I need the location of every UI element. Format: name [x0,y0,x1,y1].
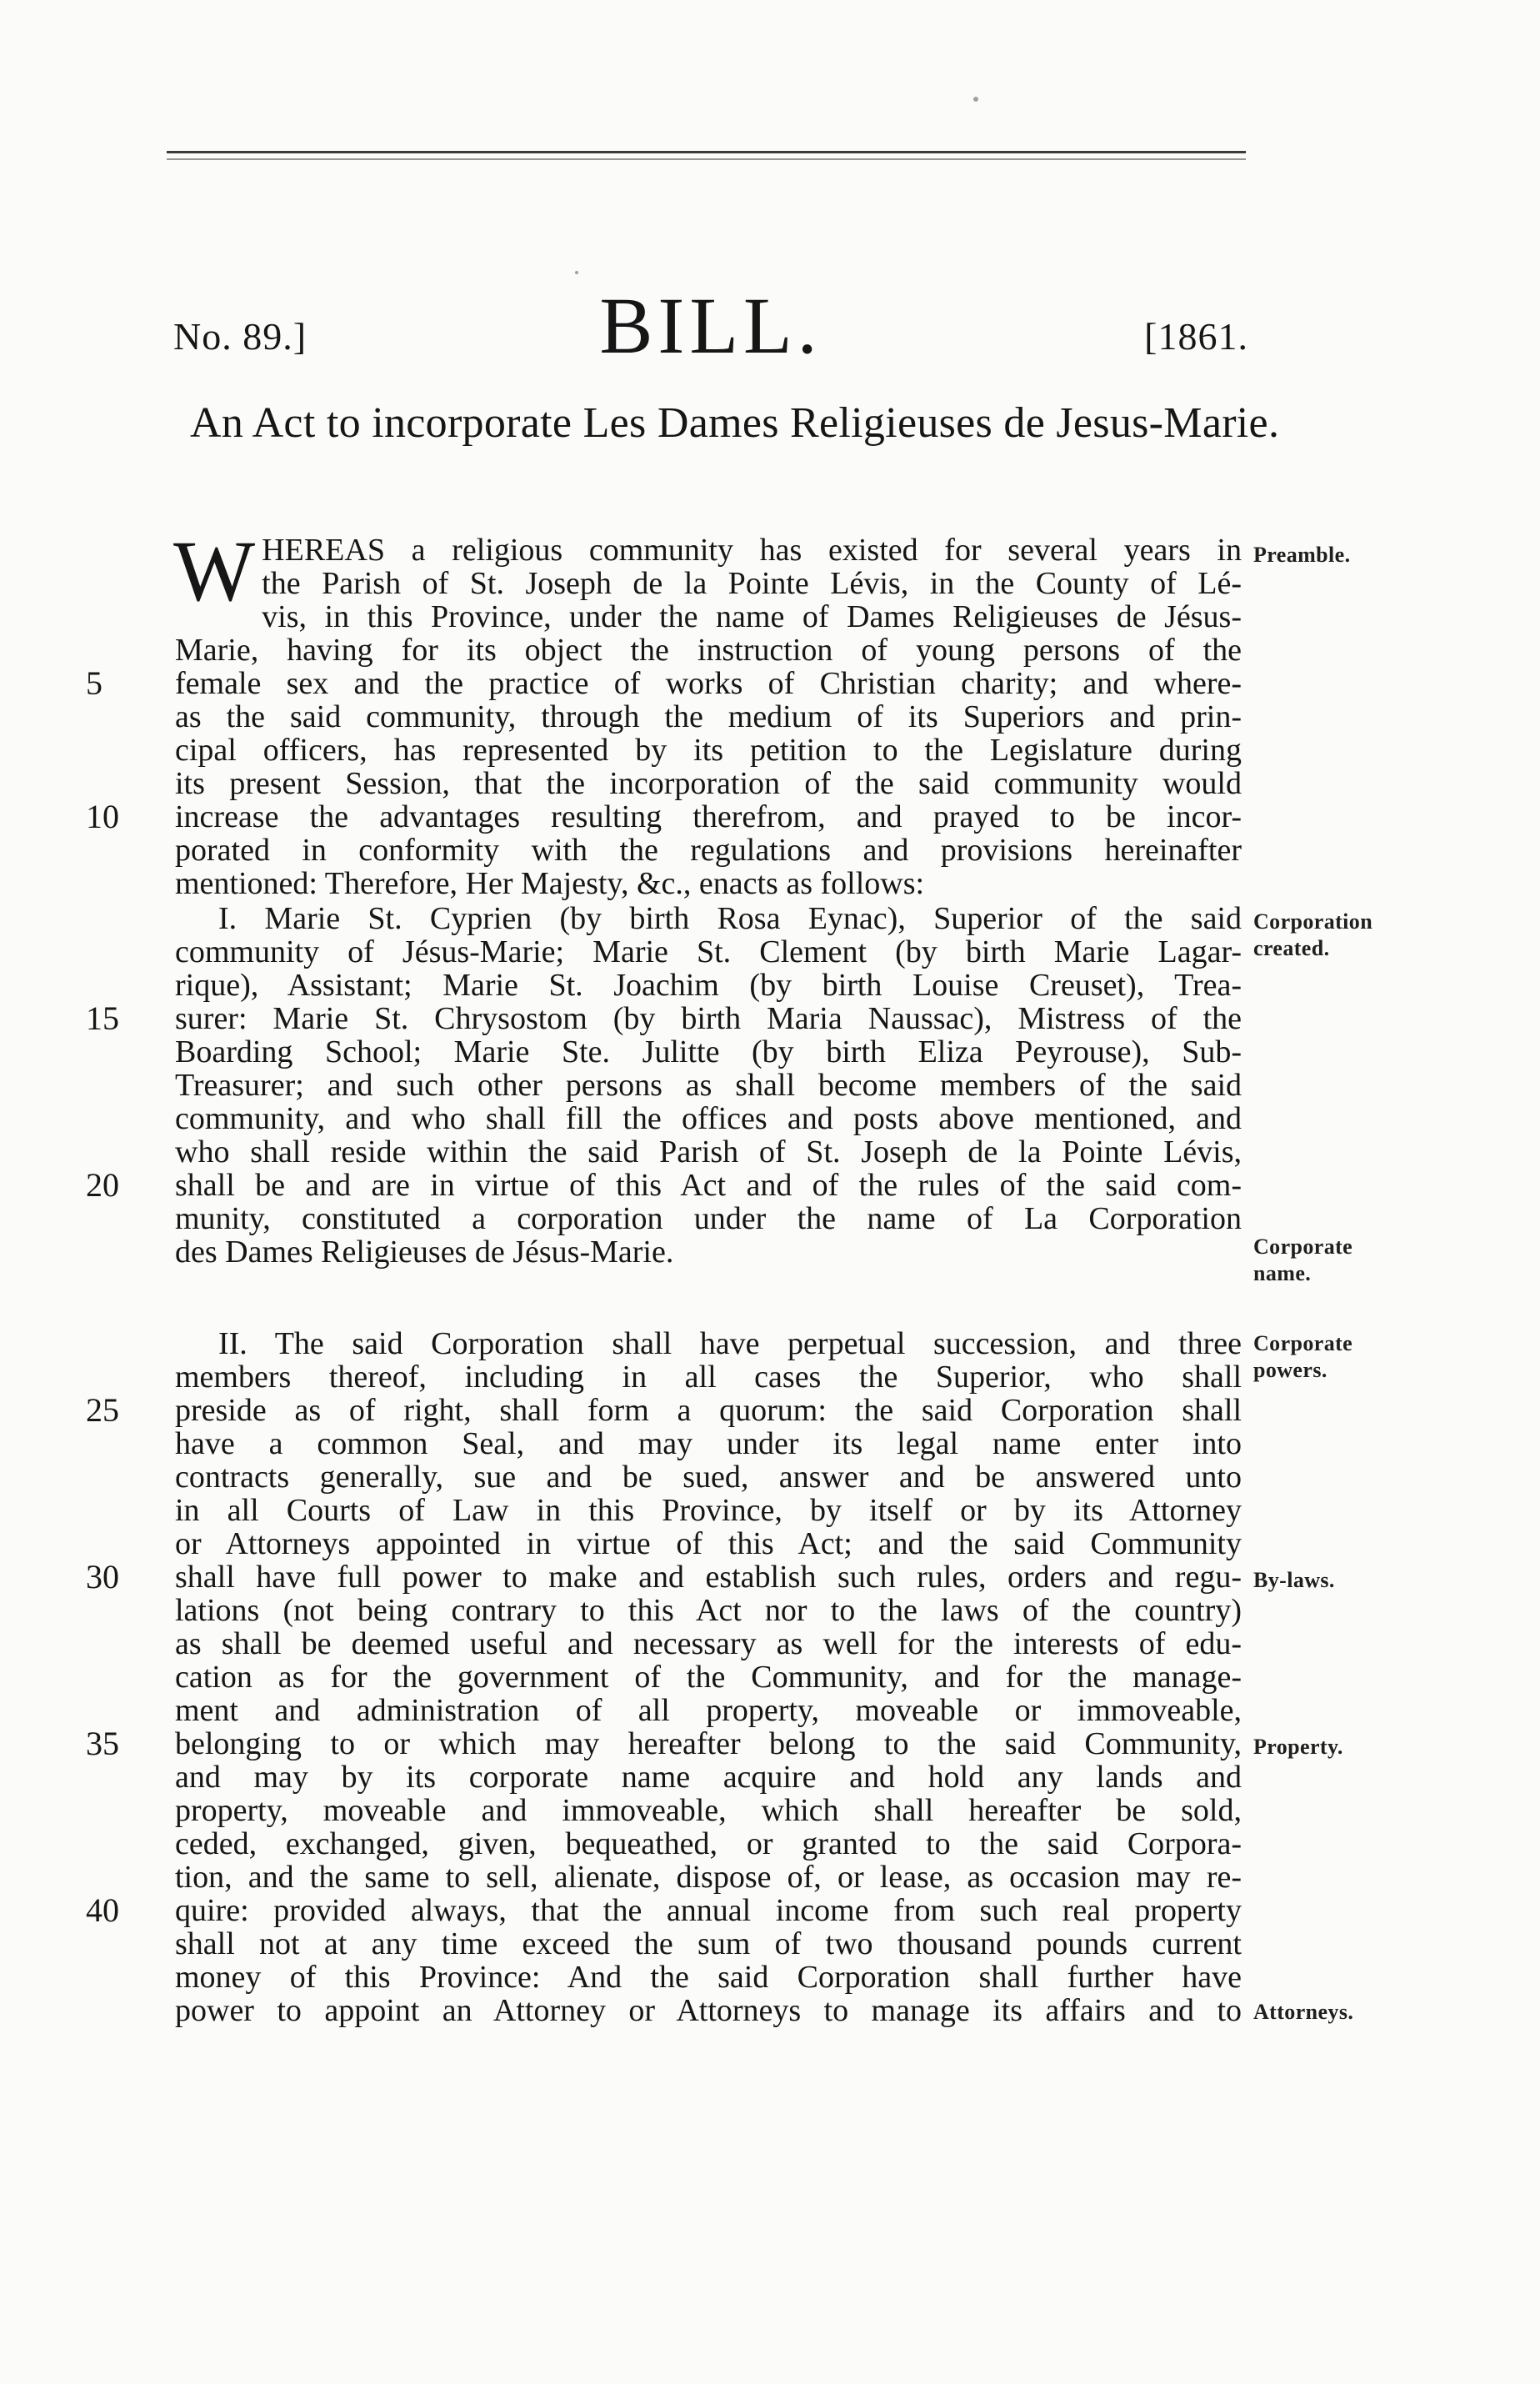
text-line: des Dames Religieuses de Jésus-Marie. [175,1235,674,1269]
margin-note-corporate-powers: Corporate powers. [1253,1331,1353,1382]
text-line: mentioned: Therefore, Her Majesty, &c., enacts as follows: [175,867,925,900]
text-line: increase the advantages resulting therefrom, and prayed to be incor- [175,800,1242,834]
line-number: 15 [86,999,119,1037]
section-2-paragraph [175,1327,1242,2027]
text-line: contracts generally, sue and be sued, answer and be answered unto [175,1460,1242,1494]
text-line: vis, in this Province, under the name of Dames Religieuses de Jésus- [262,600,1242,634]
text-line: or Attorneys appointed in virtue of this Act; and the said Community [175,1527,1242,1560]
text-line: shall have full power to make and establish such rules, orders and regu- [175,1560,1242,1594]
text-line: ceded, exchanged, given, bequeathed, or granted to the said Corpora- [175,1827,1242,1861]
text-line: ment and administration of all property, moveable or immoveable, [175,1694,1242,1727]
text-line: porated in conformity with the regulations and provisions hereinafter [175,834,1242,867]
margin-note-by-laws: By-laws. [1253,1568,1335,1592]
margin-note-corporate-name: Corporate name. [1253,1235,1353,1285]
drop-cap: W [173,523,256,619]
text-line: who shall reside within the said Parish of St. Joseph de la Pointe Lévis, [175,1135,1242,1169]
text-line: Boarding School; Marie Ste. Julitte (by birth Eliza Peyrouse), Sub- [175,1035,1242,1069]
text-line: munity, constituted a corporation under the name of La Corporation [175,1202,1242,1235]
text-line: belonging to or which may hereafter belong to the said Community, [175,1727,1242,1760]
line-number: 40 [86,1891,119,1929]
line-number: 30 [86,1558,119,1595]
text-line: in all Courts of Law in this Province, by itself or by its Attorney [175,1494,1242,1527]
text-line: shall be and are in virtue of this Act and of the rules of the said com- [175,1169,1242,1202]
text-line: rique), Assistant; Marie St. Joachim (by birth Louise Creuset), Trea- [175,969,1242,1002]
bill-header [173,279,1248,371]
line-number: 25 [86,1391,119,1429]
text-line: HEREAS a religious community has existed for several years in [262,533,1242,567]
text-line: shall not at any time exceed the sum of two thousand pounds current [175,1927,1242,1961]
text-line: II. The said Corporation shall have perpetual succession, and three [218,1327,1242,1360]
text-line: property, moveable and immoveable, which shall hereafter be sold, [175,1794,1242,1827]
text-line: I. Marie St. Cyprien (by birth Rosa Eynac), Superior of the said [218,902,1242,935]
act-title: An Act to incorporate Les Dames Religieuses de Jesus-Marie. [190,399,1280,447]
text-line: lations (not being contrary to this Act nor to the laws of the country) [175,1594,1242,1627]
text-line: as shall be deemed useful and necessary as well for the interests of edu- [175,1627,1242,1660]
text-line: as the said community, through the medium of its Superiors and prin- [175,700,1242,734]
margin-note-attorneys: Attorneys. [1253,2000,1354,2024]
line-number: 5 [86,664,102,702]
text-line: tion, and the same to sell, alienate, dispose of, or lease, as occasion may re- [175,1861,1242,1894]
ink-speck [575,271,578,274]
text-line: community, and who shall fill the offices and posts above mentioned, and [175,1102,1242,1135]
text-line: preside as of right, shall form a quorum: the said Corporation shall [175,1394,1242,1427]
text-line: community of Jésus-Marie; Marie St. Clement (by birth Marie Lagar- [175,935,1242,969]
preamble-paragraph [173,523,1242,900]
text-line: and may by its corporate name acquire and hold any lands and [175,1760,1242,1794]
text-line: have a common Seal, and may under its legal name enter into [175,1427,1242,1460]
top-decorative-rule [167,148,1246,167]
text-line: quire: provided always, that the annual income from such real property [175,1894,1242,1927]
ink-speck [973,97,978,102]
line-number: 20 [86,1166,119,1204]
margin-note-preamble: Preamble. [1253,543,1351,567]
text-line: money of this Province: And the said Corporation shall further have [175,1961,1242,1994]
text-line: its present Session, that the incorporation of the said community would [175,767,1242,800]
text-line: members thereof, including in all cases the Superior, who shall [175,1360,1242,1394]
text-line: cipal officers, has represented by its petition to the Legislature during [175,734,1242,767]
text-line: Treasurer; and such other persons as shall become members of the said [175,1069,1242,1102]
bill-number: No. 89.] [173,315,308,358]
margin-note-corporation-created: Corporation created. [1253,909,1373,960]
margin-note-property: Property. [1253,1735,1343,1759]
bill-year: [1861. [1144,315,1248,358]
text-line: female sex and the practice of works of Christian charity; and where- [175,667,1242,700]
text-line: Marie, having for its object the instruction of young persons of the [175,634,1242,667]
text-line: surer: Marie St. Chrysostom (by birth Maria Naussac), Mistress of the [175,1002,1242,1035]
section-1-paragraph [175,902,1242,1269]
text-line: the Parish of St. Joseph de la Pointe Lévis, in the County of Lé- [262,567,1242,600]
line-number: 35 [86,1725,119,1762]
text-line: power to appoint an Attorney or Attorneys to manage its affairs and to [175,1994,1242,2027]
text-line: cation as for the government of the Community, and for the manage- [175,1660,1242,1694]
line-number: 10 [86,798,119,835]
bill-title: BILL. [599,281,822,370]
